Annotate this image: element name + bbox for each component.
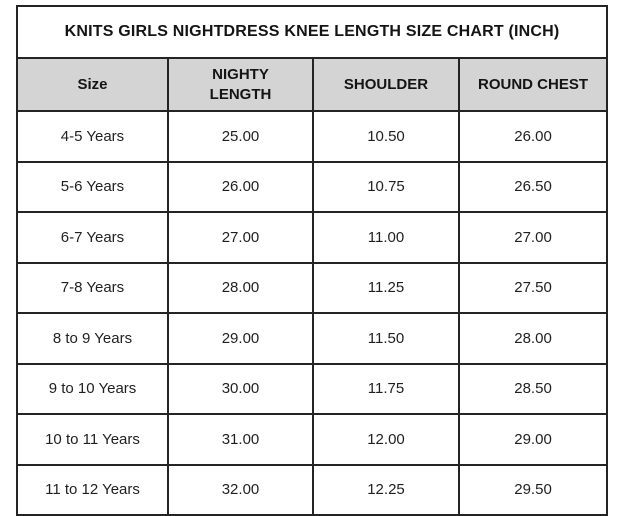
- shoulder-cell: 11.75: [313, 364, 459, 415]
- table-row: [17, 414, 607, 465]
- nighty-length-cell: 31.00: [168, 414, 313, 465]
- header-label-round-chest: ROUND CHEST: [478, 75, 589, 93]
- table-row: [17, 465, 607, 516]
- nighty-length-cell: 26.00: [168, 162, 313, 213]
- title-row: [17, 6, 607, 58]
- round-chest-cell: 28.50: [459, 364, 607, 415]
- size-cell: 9 to 10 Years: [17, 364, 168, 415]
- nighty-length-cell: 28.00: [168, 263, 313, 314]
- header-label-shoulder: SHOULDER: [343, 75, 429, 93]
- shoulder-cell: 11.50: [313, 313, 459, 364]
- round-chest-cell: 26.50: [459, 162, 607, 213]
- shoulder-cell: 11.00: [313, 212, 459, 263]
- header-label-size: Size: [77, 75, 108, 93]
- header-cell-round-chest: [459, 58, 607, 111]
- round-chest-cell: 27.00: [459, 212, 607, 263]
- size-cell: 5-6 Years: [17, 162, 168, 213]
- size-cell: 6-7 Years: [17, 212, 168, 263]
- nighty-length-cell: 30.00: [168, 364, 313, 415]
- round-chest-cell: 26.00: [459, 111, 607, 162]
- round-chest-cell: 27.50: [459, 263, 607, 314]
- round-chest-cell: 28.00: [459, 313, 607, 364]
- size-cell: 4-5 Years: [17, 111, 168, 162]
- header-cell-shoulder: [313, 58, 459, 111]
- table-row: [17, 162, 607, 213]
- round-chest-cell: 29.50: [459, 465, 607, 516]
- shoulder-cell: 12.00: [313, 414, 459, 465]
- shoulder-cell: 10.75: [313, 162, 459, 213]
- header-row: [17, 58, 607, 111]
- shoulder-cell: 11.25: [313, 263, 459, 314]
- size-cell: 7-8 Years: [17, 263, 168, 314]
- size-cell: 8 to 9 Years: [17, 313, 168, 364]
- shoulder-cell: 10.50: [313, 111, 459, 162]
- size-cell: 10 to 11 Years: [17, 414, 168, 465]
- nighty-length-cell: 32.00: [168, 465, 313, 516]
- header-cell-nighty-length: [168, 58, 313, 111]
- nighty-length-cell: 27.00: [168, 212, 313, 263]
- table-row: [17, 263, 607, 314]
- table-row: [17, 212, 607, 263]
- table-row: [17, 364, 607, 415]
- nighty-length-cell: 25.00: [168, 111, 313, 162]
- round-chest-cell: 29.00: [459, 414, 607, 465]
- size-cell: 11 to 12 Years: [17, 465, 168, 516]
- table-row: [17, 111, 607, 162]
- header-label-nighty-length: NIGHTY LENGTH: [209, 66, 272, 103]
- size-chart-table: [16, 5, 608, 516]
- table-row: [17, 313, 607, 364]
- nighty-length-cell: 29.00: [168, 313, 313, 364]
- header-cell-size: [17, 58, 168, 111]
- chart-title: KNITS GIRLS NIGHTDRESS KNEE LENGTH SIZE CHART (INCH): [17, 6, 607, 58]
- shoulder-cell: 12.25: [313, 465, 459, 516]
